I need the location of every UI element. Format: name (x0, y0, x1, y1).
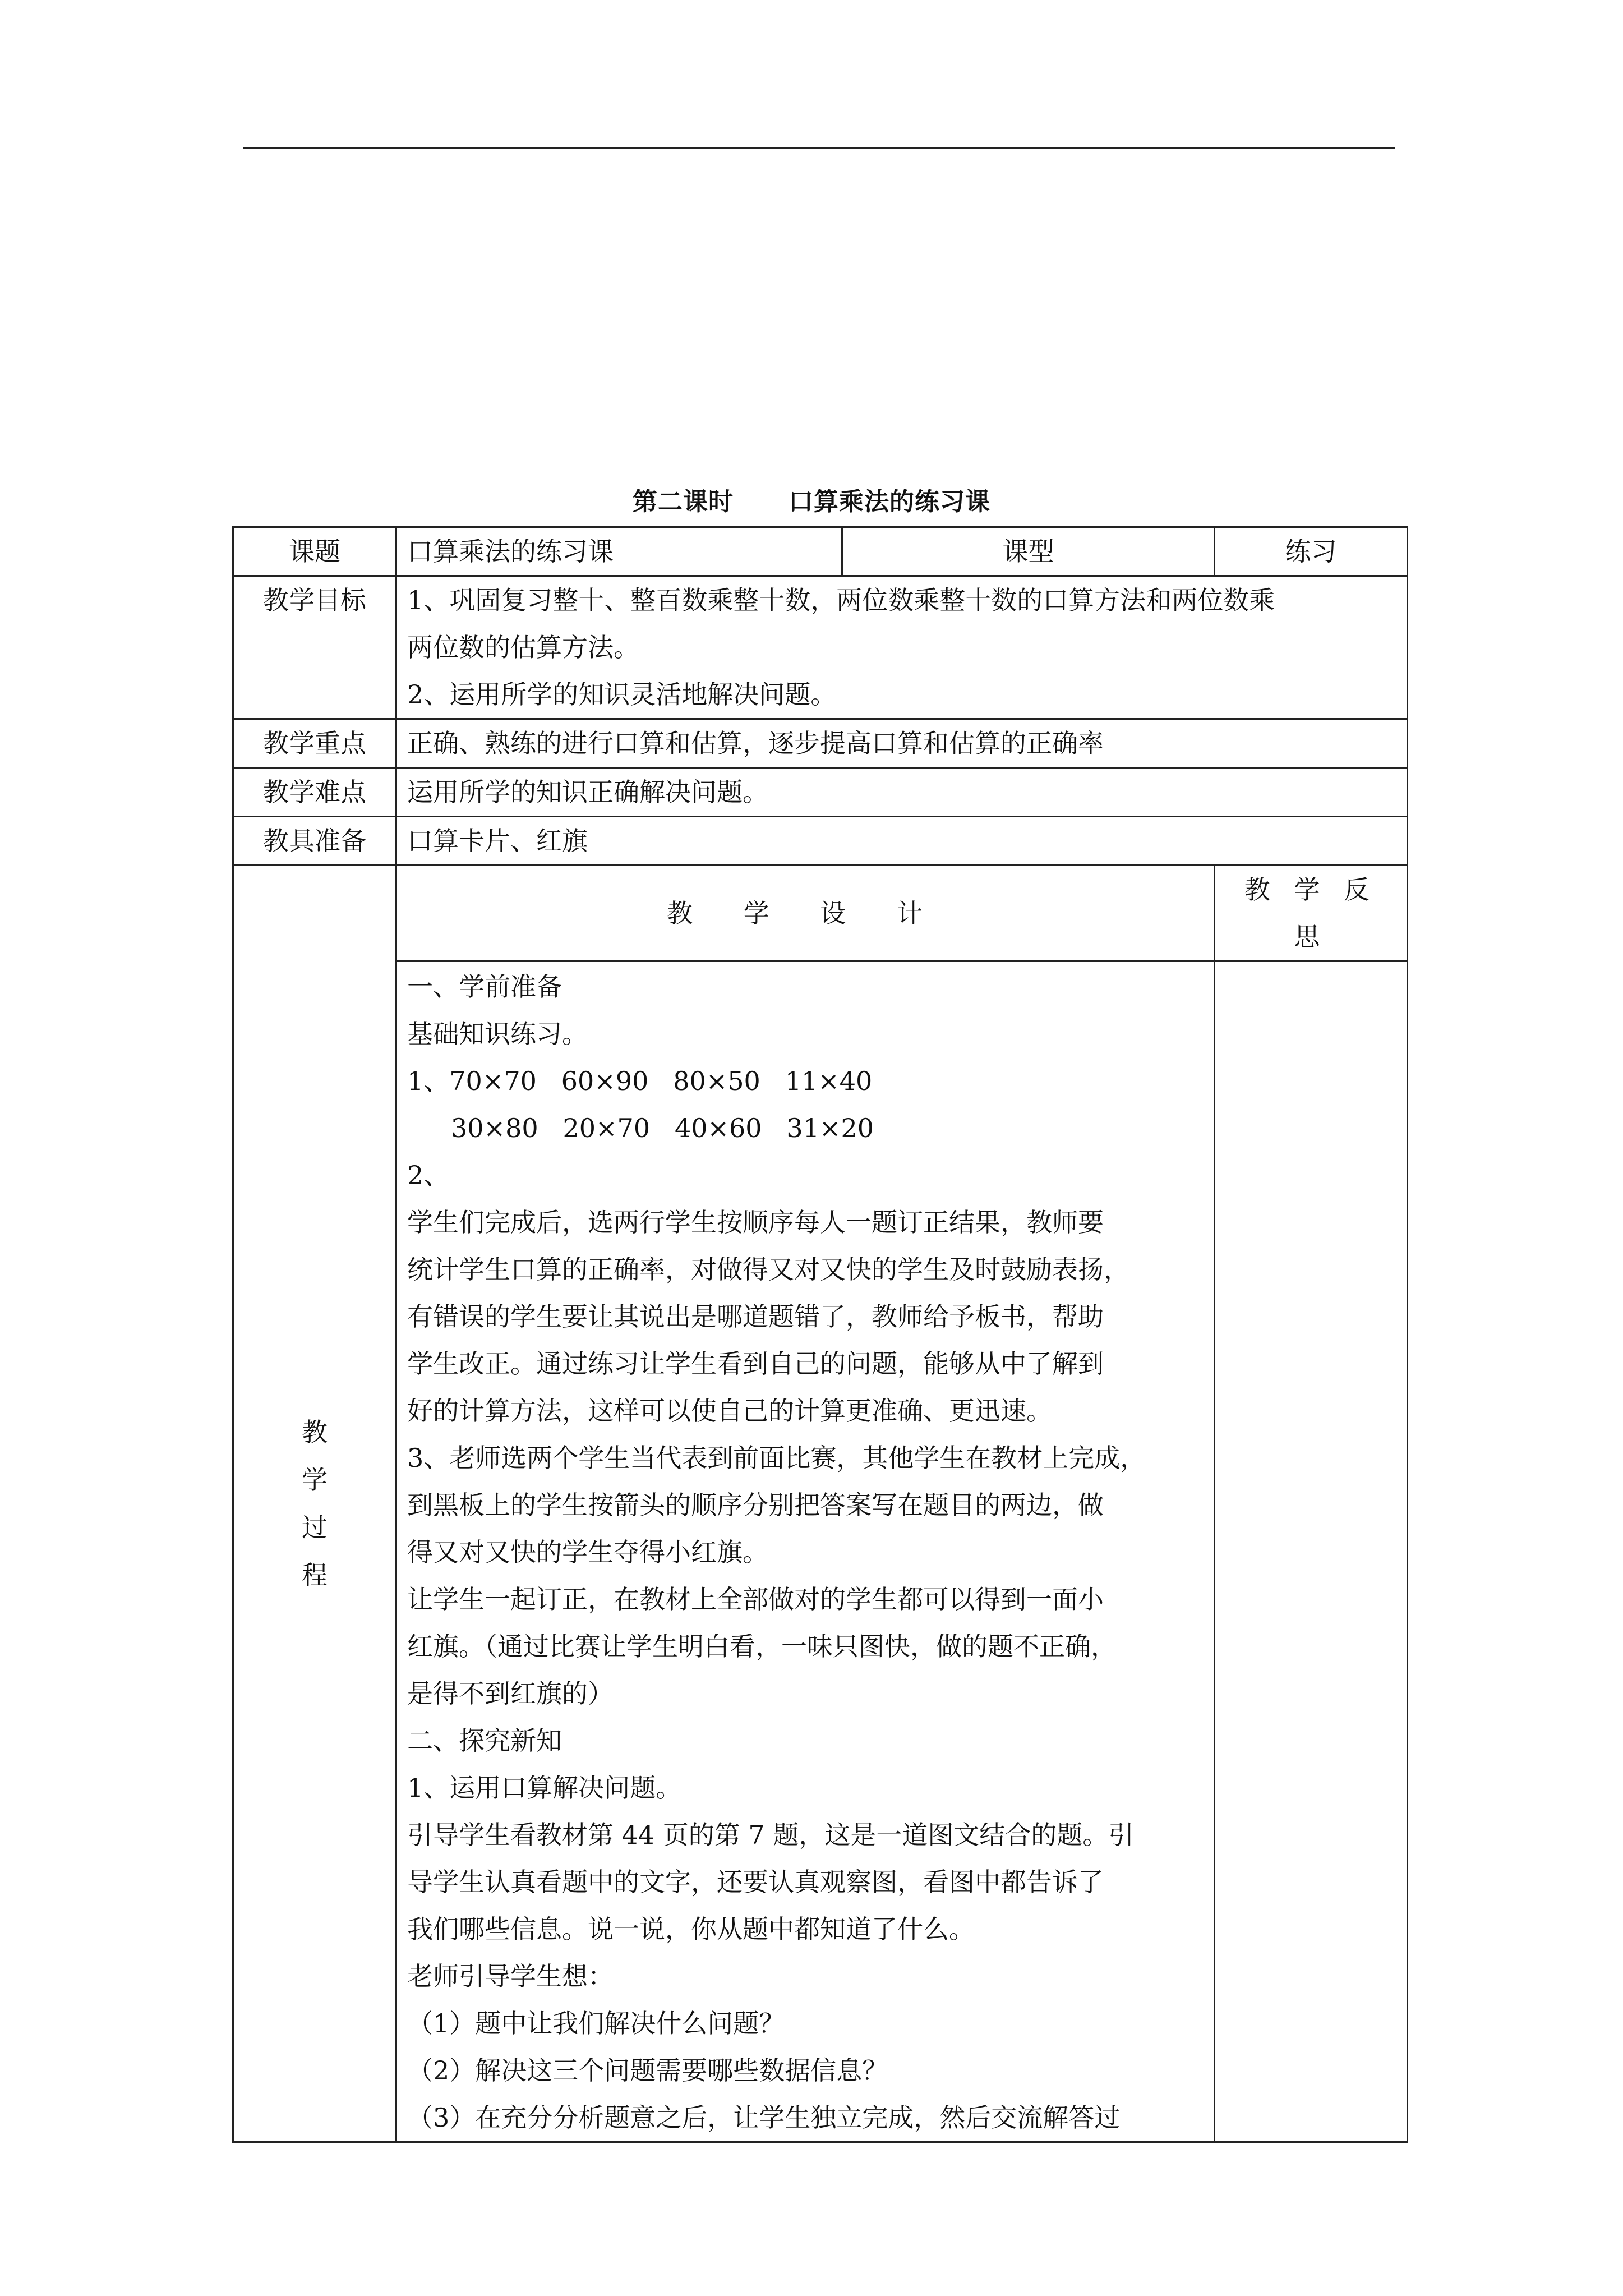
topic-label: 课题 (233, 527, 396, 576)
process-line: 30×80 20×70 40×60 31×20 (451, 1113, 874, 1143)
process-line: 到黑板上的学生按箭头的顺序分别把答案写在题目的两边，做 (407, 1490, 1104, 1520)
design-header: 教 学 设 计 (396, 866, 1215, 961)
process-line: 1、70×70 60×90 80×50 11×40 (407, 1066, 873, 1096)
process-line: 我们哪些信息。说一说，你从题中都知道了什么。 (407, 1914, 975, 1944)
process-label-char: 过 (302, 1512, 328, 1543)
process-line: 导学生认真看题中的文字，还要认真观察图，看图中都告诉了 (407, 1867, 1104, 1897)
tools-label: 教具准备 (233, 817, 396, 866)
lesson-type-value: 练习 (1215, 527, 1408, 576)
process-line: 学生们完成后，选两行学生按顺序每人一题订正结果，教师要 (407, 1207, 1104, 1237)
goal-label: 教学目标 (233, 576, 396, 719)
topic-row (233, 527, 1408, 576)
process-line: 3、老师选两个学生当代表到前面比赛，其他学生在教材上完成， (407, 1443, 1146, 1473)
process-line: 是得不到红旗的） (407, 1678, 614, 1709)
tools-row (233, 817, 1408, 866)
topic-value: 口算乘法的练习课 (396, 527, 842, 576)
key-point-value: 正确、熟练的进行口算和估算，逐步提高口算和估算的正确率 (396, 719, 1408, 768)
process-line: 引导学生看教材第 44 页的第 7 题，这是一道图文结合的题。引 (407, 1820, 1135, 1850)
lesson-type-label: 课型 (842, 527, 1215, 576)
process-line: 老师引导学生想： (407, 1961, 614, 1991)
process-line: 统计学生口算的正确率，对做得又对又快的学生及时鼓励表扬， (407, 1254, 1129, 1285)
goal-content (396, 576, 1408, 719)
process-line: 学生改正。通过练习让学生看到自己的问题，能够从中了解到 (407, 1349, 1104, 1379)
process-line: 基础知识练习。 (407, 1019, 588, 1049)
process-line: 得又对又快的学生夺得小红旗。 (407, 1537, 768, 1567)
process-line: 二、探究新知 (407, 1726, 562, 1756)
goal-line: 两位数的估算方法。 (407, 632, 639, 662)
process-label-char: 程 (302, 1559, 328, 1590)
reflection-header: 教 学 反 思 (1215, 866, 1408, 961)
difficulty-label: 教学难点 (233, 768, 396, 817)
tools-value: 口算卡片、红旗 (396, 817, 1408, 866)
process-line: 有错误的学生要让其说出是哪道题错了，教师给予板书，帮助 (407, 1301, 1104, 1332)
process-line: 让学生一起订正，在教材上全部做对的学生都可以得到一面小 (407, 1584, 1104, 1614)
process-label-char: 教 (302, 1416, 328, 1447)
process-line: （3）在充分分析题意之后，让学生独立完成，然后交流解答过 (407, 2102, 1121, 2133)
goal-line: 2、运用所学的知识灵活地解决问题。 (407, 679, 837, 710)
process-line: 好的计算方法，这样可以使自己的计算更准确、更迅速。 (407, 1396, 1052, 1426)
process-line: （1）题中让我们解决什么问题？ (407, 2008, 785, 2039)
goal-line: 1、巩固复习整十、整百数乘整十数，两位数乘整十数的口算方法和两位数乘 (407, 585, 1275, 615)
process-line: 1、运用口算解决问题。 (407, 1773, 682, 1803)
goal-row (233, 576, 1408, 719)
header-rule (243, 147, 1395, 149)
process-label-char: 学 (302, 1464, 328, 1495)
key-point-label: 教学重点 (233, 719, 396, 768)
process-content (396, 961, 1215, 2142)
process-label (233, 866, 396, 2142)
process-line: 一、学前准备 (407, 972, 562, 1002)
reflection-content (1215, 961, 1408, 2142)
process-line: 红旗。（通过比赛让学生明白看，一味只图快，做的题不正确， (407, 1631, 1117, 1662)
process-line: 2、 (407, 1160, 450, 1190)
process-row (233, 961, 1408, 2142)
difficulty-row (233, 768, 1408, 817)
key-point-row (233, 719, 1408, 768)
design-header-row (233, 866, 1408, 961)
process-line: （2）解决这三个问题需要哪些数据信息？ (407, 2055, 888, 2086)
lesson-plan-table (232, 526, 1408, 2143)
document-title: 第二课时 口算乘法的练习课 (633, 487, 990, 516)
difficulty-value: 运用所学的知识正确解决问题。 (396, 768, 1408, 817)
